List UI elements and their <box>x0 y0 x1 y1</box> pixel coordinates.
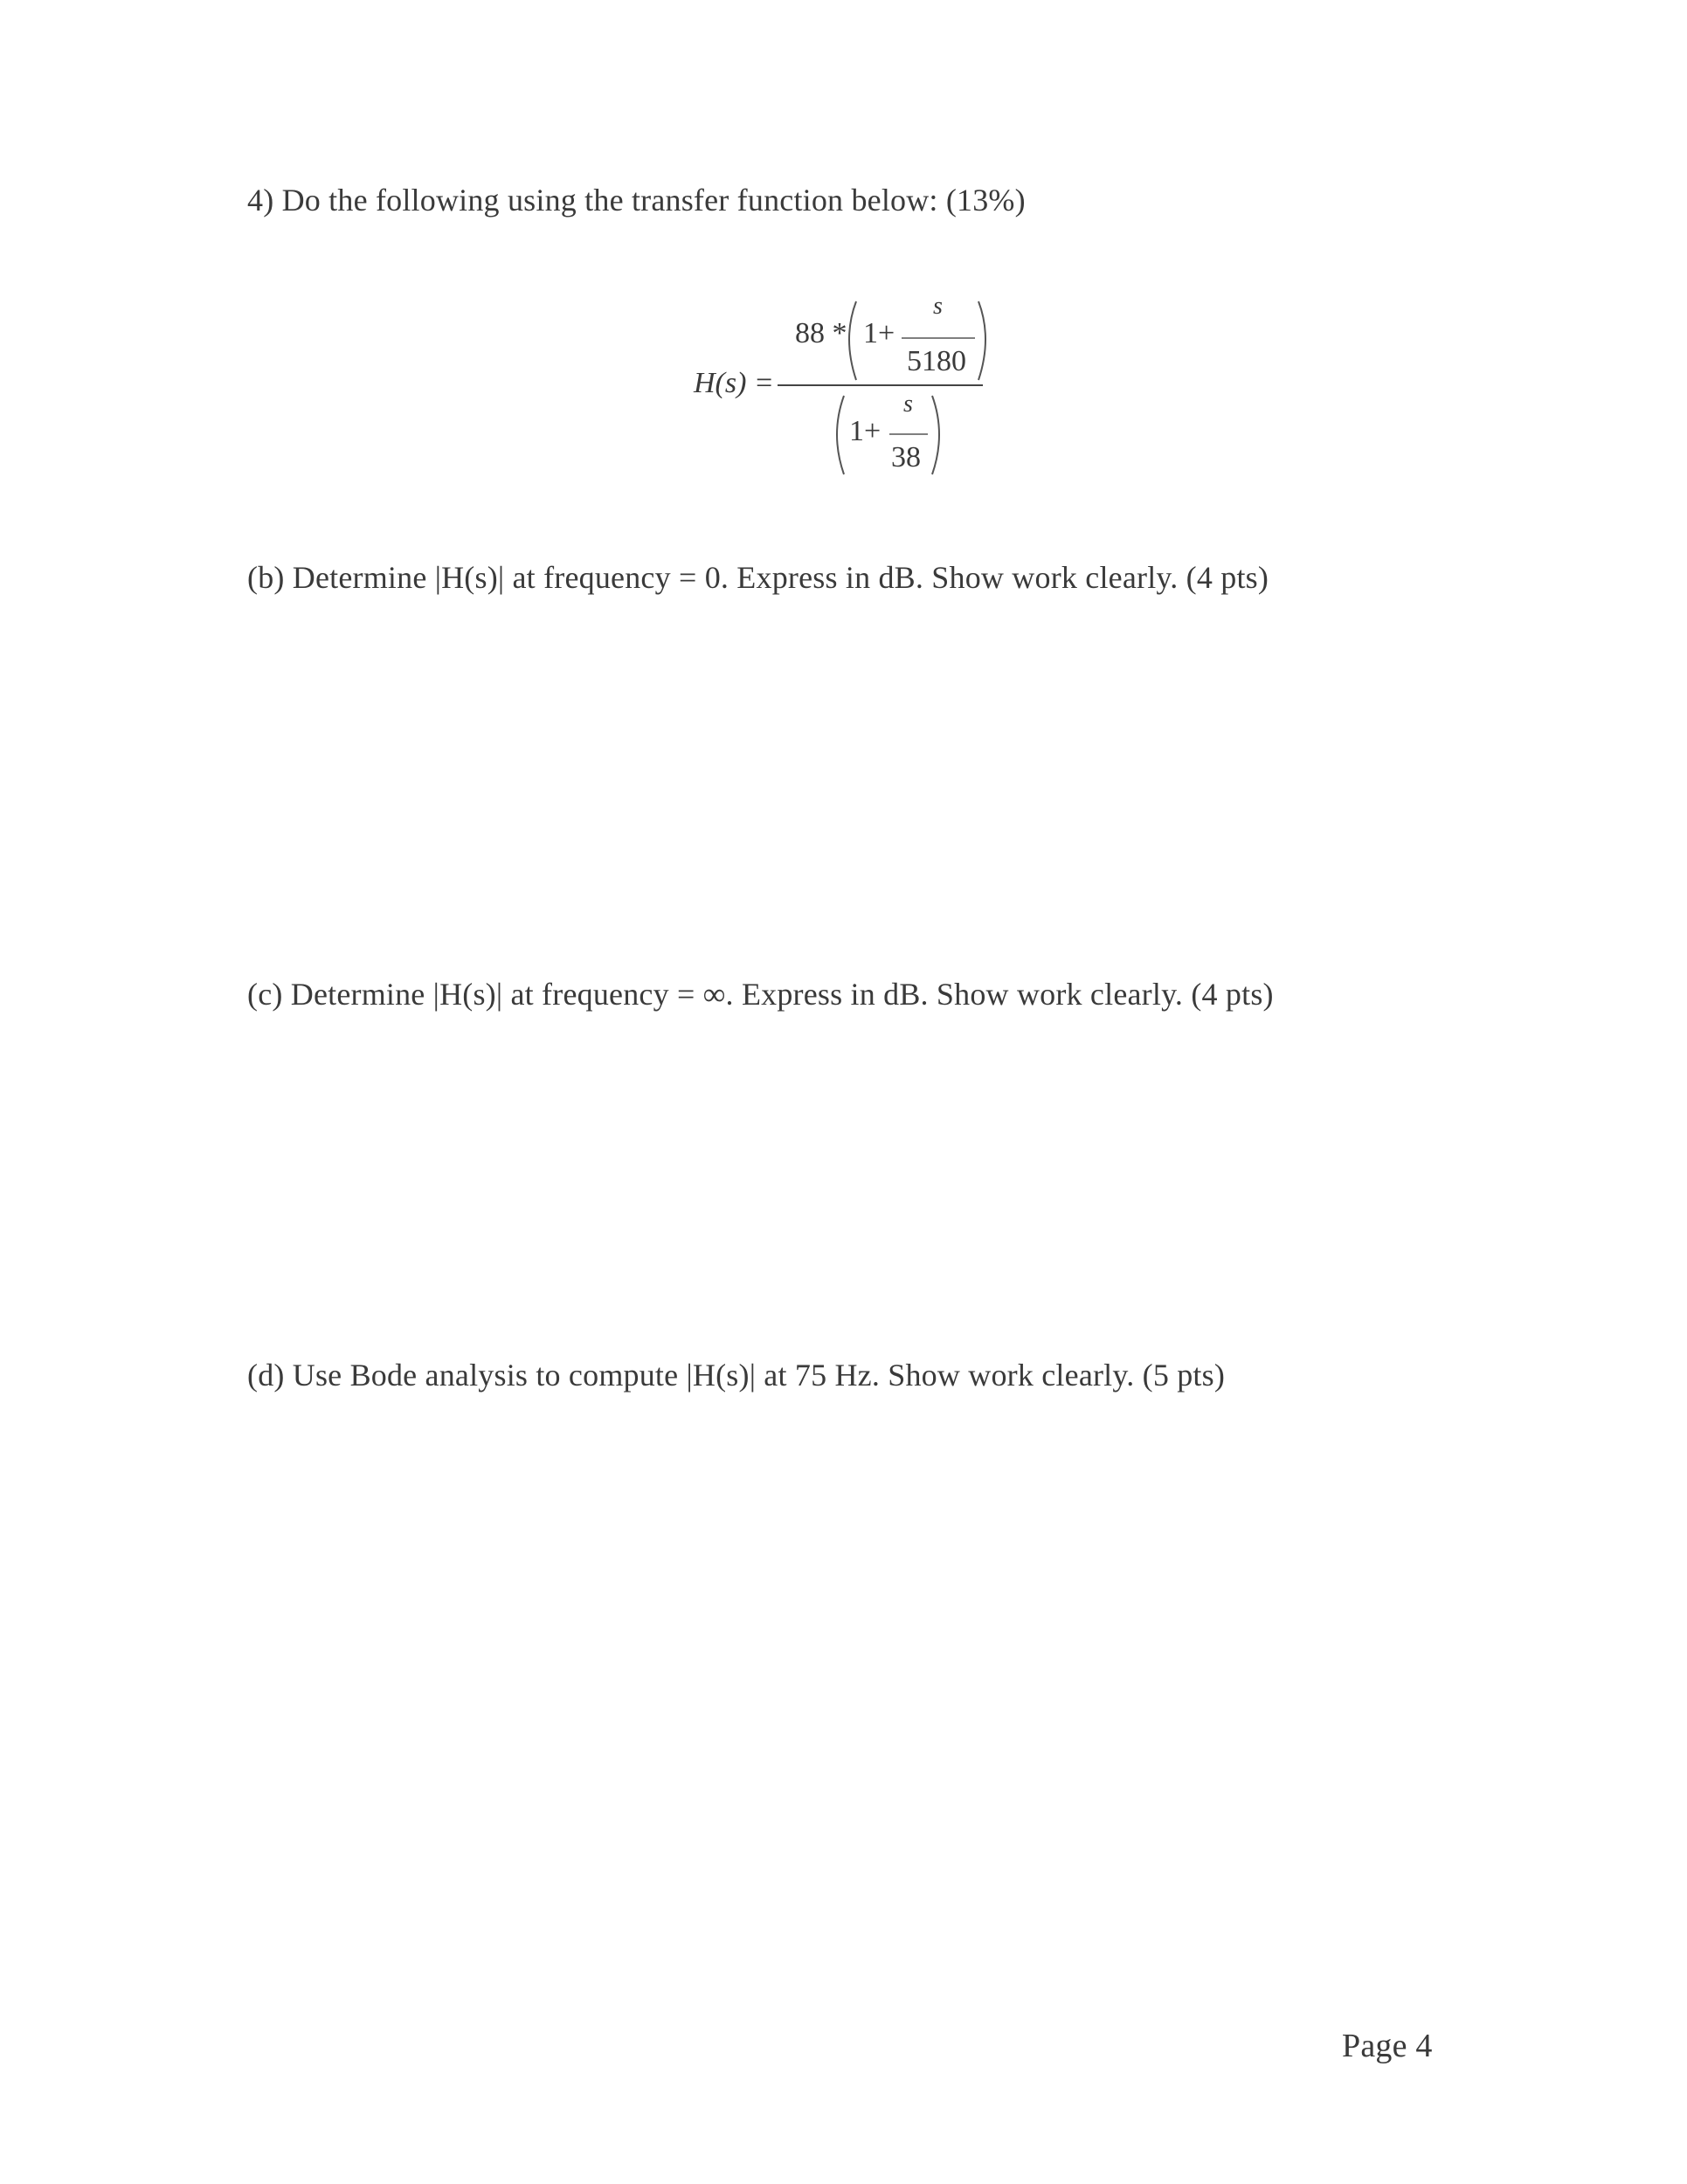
page-number: Page 4 <box>1342 2028 1433 2064</box>
denominator-right-paren <box>932 396 939 474</box>
part-b-prompt: (b) Determine |H(s)| at frequency = 0. Express in dB. Show work clearly. (4 pts) <box>247 560 1269 595</box>
denominator-denominator-value: 38 <box>891 441 921 473</box>
numerator-right-paren <box>978 301 985 380</box>
denominator-variable: s <box>903 390 913 418</box>
transfer-function-equation <box>681 293 1031 485</box>
part-d-prompt: (d) Use Bode analysis to compute |H(s)| at 75 Hz. Show work clearly. (5 pts) <box>247 1358 1226 1393</box>
equation-coefficient: 88 * <box>795 317 847 349</box>
numerator-left-paren <box>849 301 856 380</box>
numerator-one: 1+ <box>863 317 895 349</box>
equation-lhs: H(s) = <box>694 367 774 399</box>
question-title: 4) Do the following using the transfer function below: (13%) <box>247 183 1026 218</box>
part-c-prompt: (c) Determine |H(s)| at frequency = ∞. Express in dB. Show work clearly. (4 pts) <box>247 977 1274 1012</box>
denominator-left-paren <box>837 396 844 474</box>
numerator-denominator-value: 5180 <box>907 345 966 377</box>
numerator-variable: s <box>933 293 943 320</box>
denominator-one: 1+ <box>849 415 882 447</box>
